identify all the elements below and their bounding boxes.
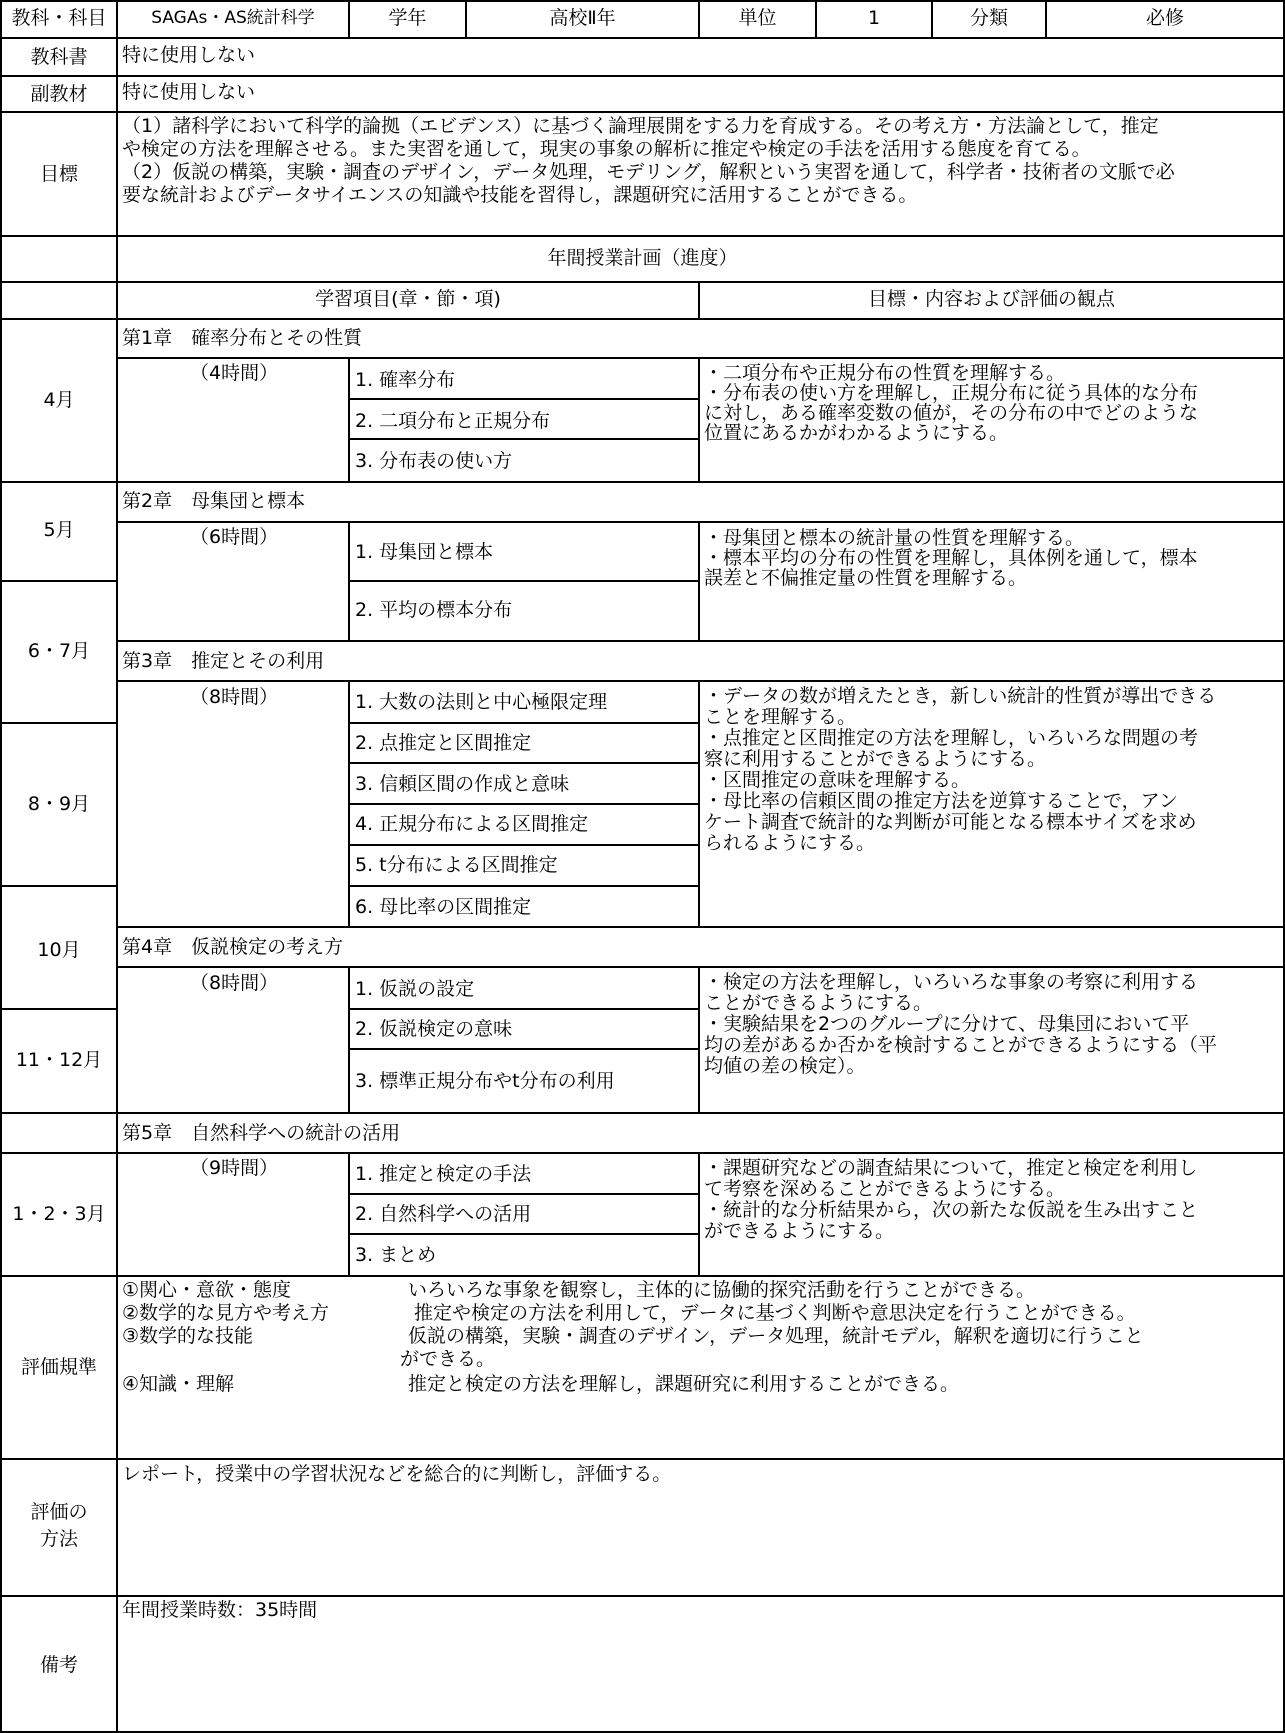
section-item: 1. 確率分布 [355, 369, 456, 391]
row-divider [348, 398, 698, 400]
goal-line: ・点推定と区間推定の方法を理解し，いろいろな問題の考 [704, 727, 1199, 749]
row-divider [0, 235, 1285, 237]
row-divider [0, 318, 1285, 320]
row-divider [0, 1008, 116, 1010]
column-divider [348, 966, 350, 1112]
chapter-goals [704, 363, 1198, 443]
month-label: 4月 [43, 389, 75, 411]
goal-line: ことを理解する。 [704, 706, 857, 728]
chapter-title: 第3章 推定とその利用 [122, 650, 325, 672]
row-divider [348, 1193, 698, 1195]
column-divider [698, 1152, 700, 1275]
section-item: 6. 母比率の区間推定 [355, 896, 532, 918]
row-divider [116, 926, 1285, 928]
evaluation-method-label: 方法 [39, 1528, 78, 1550]
chapter-title: 第5章 自然科学への統計の活用 [122, 1122, 401, 1144]
row-divider [0, 1275, 1285, 1277]
row-divider [0, 722, 116, 724]
chapter-goals [704, 1158, 1198, 1242]
section-item: 3. 分布表の使い方 [355, 450, 513, 472]
row-divider [348, 1008, 698, 1010]
subject-value: SAGAs・AS統計科学 [151, 8, 315, 28]
remarks-text: 年間授業時数：35時間 [122, 1599, 318, 1621]
goal-line: ・分布表の使い方を理解し，正規分布に従う具体的な分布 [704, 382, 1199, 404]
chapter-goals [704, 686, 1216, 854]
section-item: 2. 自然科学への活用 [355, 1203, 532, 1225]
criteria-desc: いろいろな事象を観察し，主体的に協働的探究活動を行うことができる。 [408, 1279, 1036, 1301]
row-divider [116, 521, 1285, 523]
category-label: 分類 [969, 7, 1008, 29]
goal-line: ができるようにする。 [704, 1220, 895, 1242]
column-divider [348, 680, 350, 926]
month-label: 6・7月 [27, 640, 91, 662]
goal-line: ・統計的な分析結果から，次の新たな仮説を生み出すこと [704, 1199, 1199, 1221]
goal-line: ことができるようにする。 [704, 992, 933, 1014]
criteria-label: 評価規準 [20, 1356, 97, 1378]
row-divider [0, 1458, 1285, 1460]
category-value: 必修 [1145, 7, 1184, 29]
chapter-hours: （4時間） [190, 362, 279, 384]
goal-line: に対し，ある確率変数の値が，その分布の中でどのような [704, 402, 1199, 424]
textbook-label: 教科書 [30, 46, 88, 68]
row-divider [0, 111, 1285, 113]
row-divider [348, 803, 698, 805]
section-item: 3. 信頼区間の作成と意味 [355, 773, 570, 795]
goal-line: られるようにする。 [704, 832, 876, 854]
row-divider [0, 580, 116, 582]
row-divider [0, 75, 1285, 77]
chapter-goals [704, 528, 1198, 588]
goal-line: 均値の差の検定）。 [704, 1055, 866, 1077]
row-divider [116, 640, 1285, 642]
row-divider [348, 1233, 698, 1235]
grade-value: 高校Ⅱ年 [549, 7, 616, 29]
row-divider [348, 844, 698, 846]
section-item: 1. 推定と検定の手法 [355, 1163, 532, 1185]
credits-label: 単位 [738, 7, 777, 29]
goal-line: ・母集団と標本の統計量の性質を理解する。 [704, 527, 1085, 549]
goal-line: 察に利用することができるようにする。 [704, 748, 1047, 770]
row-divider [348, 885, 698, 887]
row-divider [348, 1048, 698, 1050]
evaluation-method-text: レポート，授業中の学習状況などを総合的に判断し，評価する。 [122, 1463, 672, 1485]
column-divider [348, 357, 350, 481]
column-divider [698, 521, 700, 640]
goal-line: 均の差があるか否かを検討することができるようにする（平 [704, 1034, 1218, 1056]
row-divider [116, 966, 1285, 968]
row-divider [348, 438, 698, 440]
plan-column-goals: 目標・内容および評価の観点 [867, 288, 1115, 310]
grade-label: 学年 [388, 7, 427, 29]
row-divider [116, 357, 1285, 359]
row-divider [0, 1112, 1285, 1114]
criteria-name: ④知識・理解 [122, 1373, 235, 1395]
section-item: 2. 仮説検定の意味 [355, 1018, 513, 1040]
objective-line: （2）仮説の構築，実験・調査のデザイン，データ処理，モデリング，解釈という実習を通して，科学者・技術者の文脈で必 [122, 161, 1175, 183]
criteria-desc: 推定と検定の方法を理解し，課題研究に利用することができる。 [408, 1373, 960, 1395]
criteria-desc: 仮説の構築，実験・調査のデザイン，データ処理，統計モデル，解釈を適切に行うこと [408, 1325, 1144, 1347]
section-item: 2. 点推定と区間推定 [355, 732, 532, 754]
section-item: 2. 平均の標本分布 [355, 599, 513, 621]
goal-line: ・検定の方法を理解し，いろいろな事象の考察に利用する [704, 971, 1199, 993]
objective-line: 要な統計およびデータサイエンスの知識や技能を習得し，課題研究に活用することができる。 [122, 184, 918, 206]
supplementary-value: 特に使用しない [122, 81, 256, 103]
remarks-label: 備考 [39, 1654, 78, 1676]
goal-line: ・データの数が増えたとき，新しい統計的性質が導出できる [704, 685, 1217, 707]
section-item: 2. 二項分布と正規分布 [355, 410, 551, 432]
chapter-hours: （6時間） [190, 526, 279, 548]
objective-line: （1）諸科学において科学的論拠（エビデンス）に基づく論理展開をする力を育成する。その考え方・方法論として，推定 [122, 115, 1159, 137]
row-divider [0, 281, 1285, 283]
evaluation-method-label: 評価の [30, 1501, 88, 1523]
row-divider [348, 722, 698, 724]
criteria-name: ②数学的な見方や考え方 [122, 1302, 330, 1324]
column-divider [698, 357, 700, 481]
goal-line: て考察を深めることができるようにする。 [704, 1178, 1066, 1200]
table-border-top [0, 0, 1285, 2]
row-divider [0, 885, 116, 887]
goal-line: 位置にあるかがわかるようにする。 [704, 422, 1009, 444]
section-item: 1. 大数の法則と中心極限定理 [355, 691, 608, 713]
month-label: 5月 [43, 519, 75, 541]
row-divider [0, 1595, 1285, 1597]
month-label: 10月 [37, 939, 81, 961]
chapter-hours: （8時間） [190, 686, 279, 708]
chapter-title: 第4章 仮説検定の考え方 [122, 936, 344, 958]
chapter-goals [704, 972, 1217, 1077]
goal-line: ・母比率の信頼区間の推定方法を逆算することで，アン [704, 790, 1178, 812]
goal-line: ・実験結果を2つのグループに分けて、母集団において平 [704, 1013, 1190, 1035]
section-item: 5. t分布による区間推定 [355, 854, 558, 876]
goal-line: ケート調査で統計的な判断が可能となる標本サイズを求め [704, 811, 1197, 833]
goal-line: ・区間推定の意味を理解する。 [704, 769, 971, 791]
column-divider [698, 966, 700, 1112]
goal-line: ・標本平均の分布の性質を理解し，具体例を通して，標本 [704, 547, 1198, 569]
criteria-name: ①関心・意欲・態度 [122, 1279, 292, 1301]
textbook-value: 特に使用しない [122, 44, 256, 66]
section-item: 3. まとめ [355, 1244, 437, 1266]
month-label: 8・9月 [27, 793, 91, 815]
row-divider [116, 680, 1285, 682]
section-item: 3. 標準正規分布やt分布の利用 [355, 1070, 615, 1092]
section-item: 1. 母集団と標本 [355, 541, 494, 563]
month-label: 11・12月 [15, 1049, 103, 1071]
chapter-hours: （8時間） [190, 972, 279, 994]
objectives-label: 目標 [39, 163, 78, 185]
chapter-title: 第1章 確率分布とその性質 [122, 327, 363, 349]
plan-title: 年間授業計画（進度） [547, 247, 738, 269]
column-divider [348, 521, 350, 640]
row-divider [348, 580, 698, 582]
column-divider [348, 1152, 350, 1275]
goal-line: 誤差と不偏推定量の性質を理解する。 [704, 567, 1028, 589]
criteria-desc: 推定や検定の方法を利用して，データに基づく判断や意思決定を行うことができる。 [414, 1302, 1136, 1324]
column-divider [698, 680, 700, 926]
criteria-name: ③数学的な技能 [122, 1325, 254, 1347]
chapter-title: 第2章 母集団と標本 [122, 490, 306, 512]
month-label: 1・2・3月 [12, 1203, 106, 1225]
objective-line: や検定の方法を理解させる。また実習を通して，現実の事象の解析に推定や検定の手法を活用する態度を育てる。 [122, 138, 1091, 160]
chapter-hours: （9時間） [190, 1157, 279, 1179]
goal-line: ・課題研究などの調査結果について，推定と検定を利用し [704, 1157, 1198, 1179]
plan-column-items: 学習項目(章・節・項) [315, 288, 501, 310]
row-divider [348, 762, 698, 764]
section-item: 4. 正規分布による区間推定 [355, 813, 589, 835]
objectives-text [122, 115, 1175, 207]
row-divider [0, 1152, 1285, 1154]
row-divider [0, 37, 1285, 39]
credits-value: 1 [867, 7, 881, 29]
goal-line: ・二項分布や正規分布の性質を理解する。 [704, 362, 1066, 384]
section-item: 1. 仮説の設定 [355, 978, 475, 1000]
criteria-desc-cont: ができる。 [400, 1348, 496, 1370]
subject-label: 教科・科目 [11, 7, 107, 29]
supplementary-label: 副教材 [30, 83, 88, 105]
row-divider [0, 481, 1285, 483]
